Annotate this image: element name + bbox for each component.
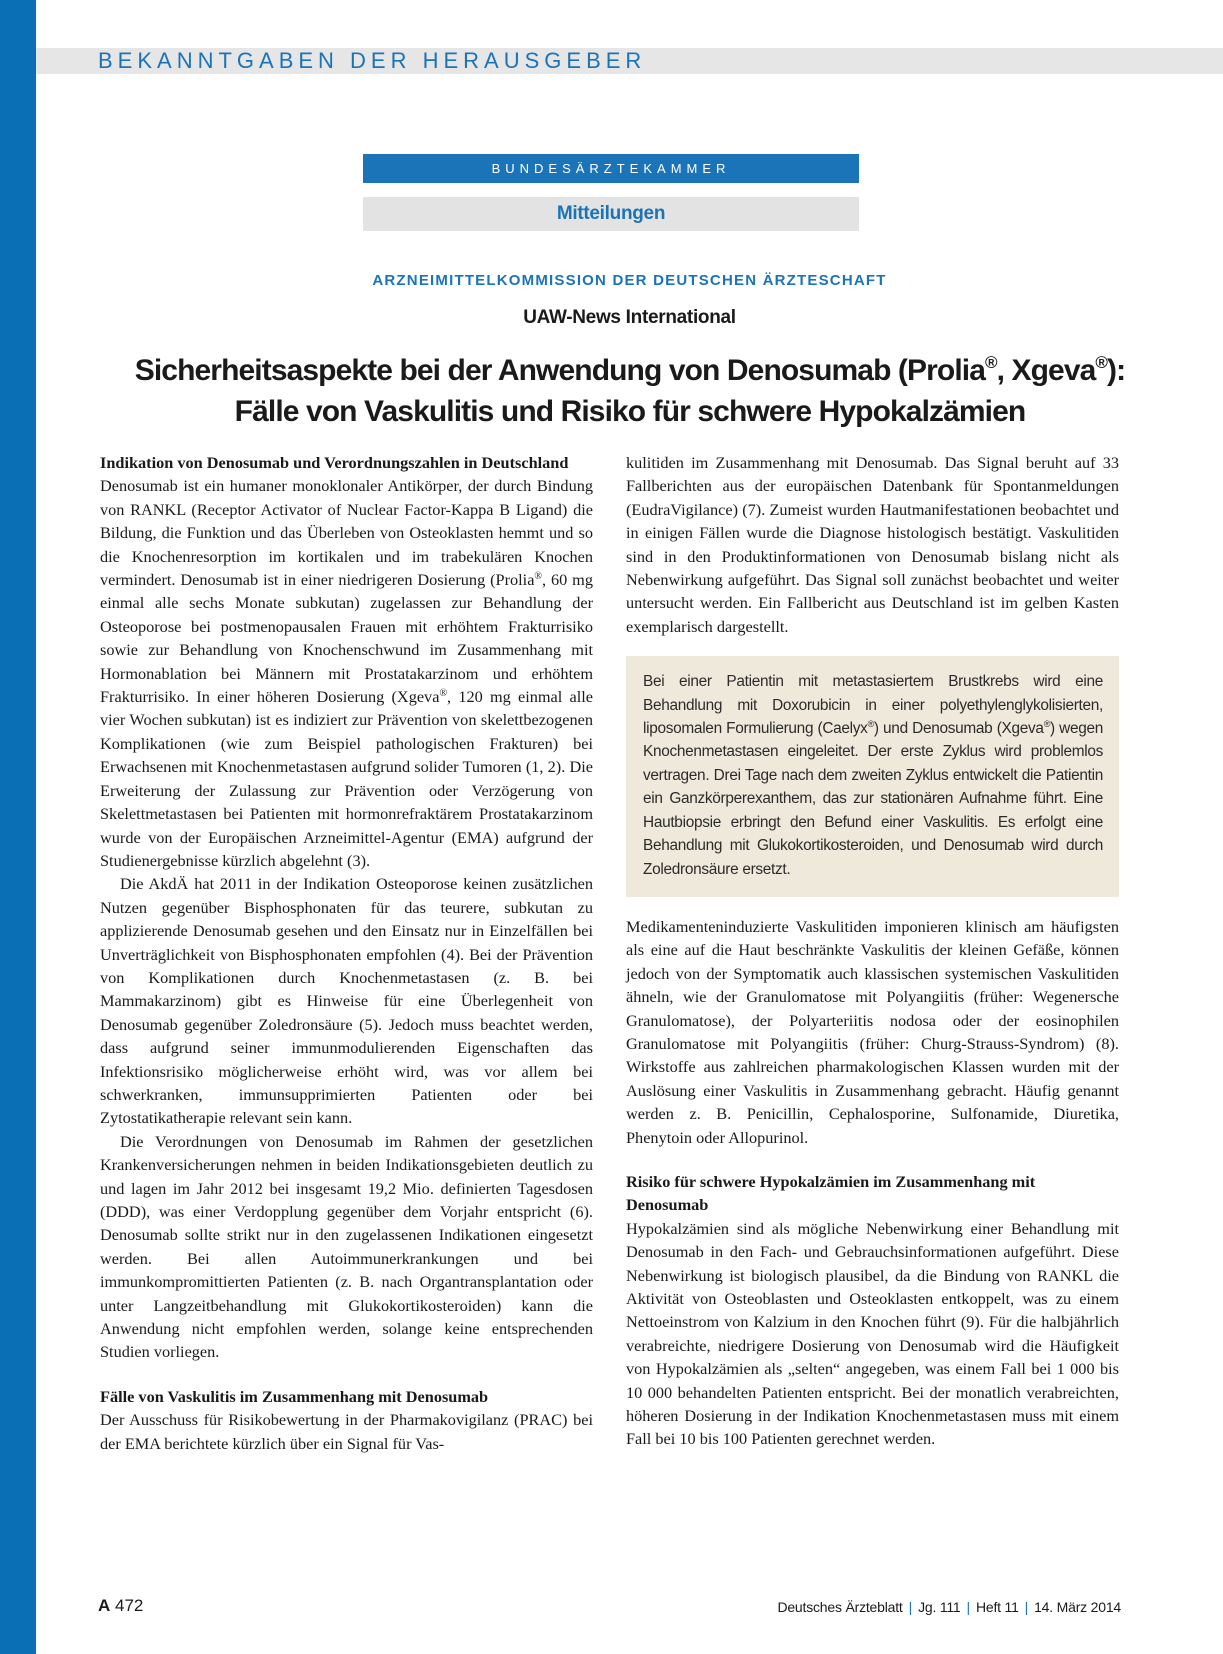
journal-date: 14. März 2014 — [1034, 1599, 1121, 1615]
section-heading-indication: Indikation von Denosumab und Verordnungszahlen in Deutschland — [100, 453, 569, 472]
title-line1-part-b: , Xgeva — [996, 354, 1096, 387]
title-line1-part-a: Sicherheitsaspekte bei der Anwendung von Denosumab (Prolia — [134, 354, 985, 387]
paragraph-drug-induced-vasculitis: Medikamenteninduzierte Vaskulitiden imponieren klinisch am häufigsten als eine auf die Haut beschränkte Vaskulitis der kleinen Gefäße, können jedoch von der Symptomatik auch klassischen systemischen Vaskulitiden ähneln, wie der Granulomatose mit Polyangiitis (früher: Wegenersche Granulomatose), der Polyarteriitis nodosa oder der eosinophilen Granulomatose mit Polyangiitis (früher: Churg-Strauss-Syndrom) (8). Wirkstoffe aus zahlreichen pharmakologischen Klassen wurden mit der Auslösung einer Vaskulitis in Zusammenhang gebracht. Häufig genannt werden z. B. Penicillin, Cephalosporine, Sulfonamide, Diuretika, Phenytoin oder Allopurinol. — [626, 916, 1119, 1147]
journal-name: Deutsches Ärzteblatt — [777, 1599, 903, 1615]
registered-mark: ® — [439, 688, 448, 700]
case-report-box — [626, 656, 1119, 897]
paragraph-prac: Der Ausschuss für Risikobewertung in der Pharmakovigilanz (PRAC) bei der EMA berichtete kürzlich über ein Signal für Vas- — [100, 1410, 593, 1453]
registered-mark: ® — [867, 719, 874, 730]
left-accent-bar — [0, 0, 36, 1654]
page-number-value: 472 — [115, 1596, 144, 1615]
journal-issue: Heft 11 — [975, 1599, 1019, 1615]
registered-mark: ® — [1043, 719, 1051, 730]
paragraph-indication — [100, 474, 593, 872]
text-run: Denosumab ist ein humaner monoklonaler Antikörper, der durch Bindung von RANKL (Receptor Activator of Nuclear Factor-Kappa B Ligand) die Bildung, die Funktion und das Überleben von Osteoklasten hemmt und so die Knochenresorption im kortikalen und im trabekulären Knochen vermindert. Denosumab ist in einer niedrigeren Dosierung (Prolia — [100, 476, 593, 590]
title-line2: Fälle von Vaskulitis und Risiko für schwere Hypokalzämien — [234, 395, 1026, 428]
journal-volume: Jg. 111 — [918, 1599, 961, 1615]
left-column — [100, 451, 593, 1455]
separator: | — [908, 1599, 913, 1615]
paragraph-prescriptions: Die Verordnungen von Denosumab im Rahmen der gesetzlichen Krankenversicherungen nehmen in beiden Indikationsgebieten deutlich zu und lagen im Jahr 2012 bei insgesamt 19,2 Mio. definierten Tagesdosen (DDD), was einer Verdopplung gegenüber dem Vorjahr entspricht (6). Denosumab sollte strikt nur in den zugelassenen Indikationen eingesetzt werden. Bei allen Autoimmunerkrankungen und bei immunkompromittierten Patienten (z. B. nach Organtransplantation oder unter Langzeitbehandlung mit Glukokortikosteroiden) kann die Anwendung nicht empfohlen werden, solange keine entsprechenden Studien vorliegen. — [100, 1131, 593, 1362]
right-column — [626, 451, 1119, 1451]
registered-mark: ® — [534, 571, 543, 583]
registered-mark: ® — [984, 353, 997, 372]
section-heading-vasculitis: Fälle von Vaskulitis im Zusammenhang mit Denosumab — [100, 1386, 489, 1406]
section-label: BUNDESÄRZTEKAMMER — [363, 154, 859, 183]
journal-footer — [777, 1599, 1121, 1615]
text-run: , 60 mg einmal alle sechs Monate subkutan) zugelassen zur Behandlung der Osteoporose bei postmenopausalen Frauen mit erhöhtem Frakturrisiko sowie zur Behandlung von Knochenschwund im Zusammenhang mit Hormonablation bei Männern mit Prostatakarzinom und erhöhtem Frakturrisiko. In einer höheren Dosierung (Xgeva — [100, 570, 593, 707]
rubric: UAW-News International — [523, 307, 736, 328]
text-run: Bei einer Patientin mit metastasiertem Brustkrebs wird eine Behandlung mit Doxorubicin in einer polyethylenglykolisierten, liposomalen Formulierung (Caelyx — [643, 673, 1103, 738]
text-run: ) und Denosumab (Xgeva — [873, 720, 1044, 738]
text-run: ) wegen Knochenmetastasen eingeleitet. Der erste Zyklus wird problemlos vertragen. Drei Tage nach dem zweiten Zyklus entwickelt die Patientin ein Ganzkörperexanthem, das zur stationären Aufnahme führt. Eine Hautbiopsie erbringt den Befund einer Vaskulitis. Es erfolgt eine Behandlung mit Glukokortikosteroiden, und Denosumab wird durch Zoledronsäure ersetzt. — [643, 720, 1104, 878]
paragraph-hypocalcemia: Hypokalzämien sind als mögliche Nebenwirkung einer Behandlung mit Denosumab in den Fach- und Gebrauchsinformationen aufgeführt. Diese Nebenwirkung ist biologisch plausibel, da die Bindung von RANKL die Aktivität von Osteoblasten und Osteoklasten entkoppelt, was zu einem Nettoeinstrom von Kalzium in den Knochen führt (9). Für die halbjährlich verabreichte, niedrigere Dosierung von Denosumab wird die Häufigkeit von Hypokalzämien als „selten“ angegeben, was einem Fall bei 1 000 bis 10 000 behandelten Patienten entspricht. Bei der monatlich verabreichten, höheren Dosierung in der Indikation Knochenmetastasen muss mit einem Fall bei 10 bis 100 Patienten gerechnet werden. — [626, 1218, 1119, 1449]
separator: | — [966, 1599, 970, 1615]
subsection-label: Mitteilungen — [363, 197, 859, 231]
organization-name: ARZNEIMITTELKOMMISSION DER DEUTSCHEN ÄRZTESCHAFT — [372, 272, 887, 289]
paragraph-signal: kulitiden im Zusammenhang mit Denosumab. Das Signal beruht auf 33 Fallberichten aus der europäischen Datenbank für Spontanmeldungen (EudraVigilance) (7). Zumeist wurden Hautmanifestationen beobachtet und in einigen Fällen wurde die Diagnose histologisch bestätigt. Vaskulitiden sind in den Produktinformationen von Denosumab bislang nicht als Nebenwirkung aufgeführt. Das Signal soll zunächst beobachtet und weiter untersucht werden. Ein Fallbericht aus Deutschland ist im gelben Kasten exemplarisch dargestellt. — [626, 453, 1119, 636]
text-run: , 120 mg einmal alle vier Wochen subkutan) ist es indiziert zur Prävention von skelettbezogenen Komplikationen (wie zum Beispiel pathologischen Frakturen) bei Erwachsenen mit Knochenmetastasen aufgrund solider Tumoren (1, 2). Die Erweiterung der Zulassung zur Prävention oder Verzögerung von Skelettmetastasen bei Patienten mit hormonrefraktärem Prostatakarzinom wurde von der Europäischen Arzneimittel-Agentur (EMA) aufgrund der Studienergebnisse kürzlich abgelehnt (3). — [100, 687, 593, 870]
section-heading-hypocalcemia: Risiko für schwere Hypokalzämien im Zusammenhang mit Denosumab — [626, 1171, 1036, 1215]
title-line1-part-c: ): — [1107, 354, 1126, 387]
page-prefix: A — [98, 1596, 111, 1615]
article-title — [80, 350, 1180, 432]
separator: | — [1024, 1599, 1029, 1615]
paragraph-akdae: Die AkdÄ hat 2011 in der Indikation Osteoporose keinen zusätzlichen Nutzen gegenüber Bisphosphonaten für das teurere, subkutan zu applizierende Denosumab gesehen und den Einsatz nur in Einzelfällen bei Unverträglichkeit von Bisphosphonaten empfohlen (4). Bei der Prävention von Komplikationen durch Knochenmetastasen (z. B. bei Mammakarzinom) gibt es Hinweise für eine Überlegenheit von Denosumab gegenüber Zoledronsäure (5). Jedoch muss beachtet werden, dass aufgrund seiner immunmodulierenden Eigenschaften das Infektionsrisiko möglicherweise erhöht wird, was vor allem bei schwerkranken, immunsupprimierten Patienten oder bei Zytostatikatherapie relevant sein kann. — [100, 874, 593, 1128]
page-number — [98, 1596, 143, 1616]
header-title: BEKANNTGABEN DER HERAUSGEBER — [98, 48, 647, 73]
case-report-text — [643, 670, 1103, 881]
registered-mark: ® — [1095, 353, 1108, 372]
